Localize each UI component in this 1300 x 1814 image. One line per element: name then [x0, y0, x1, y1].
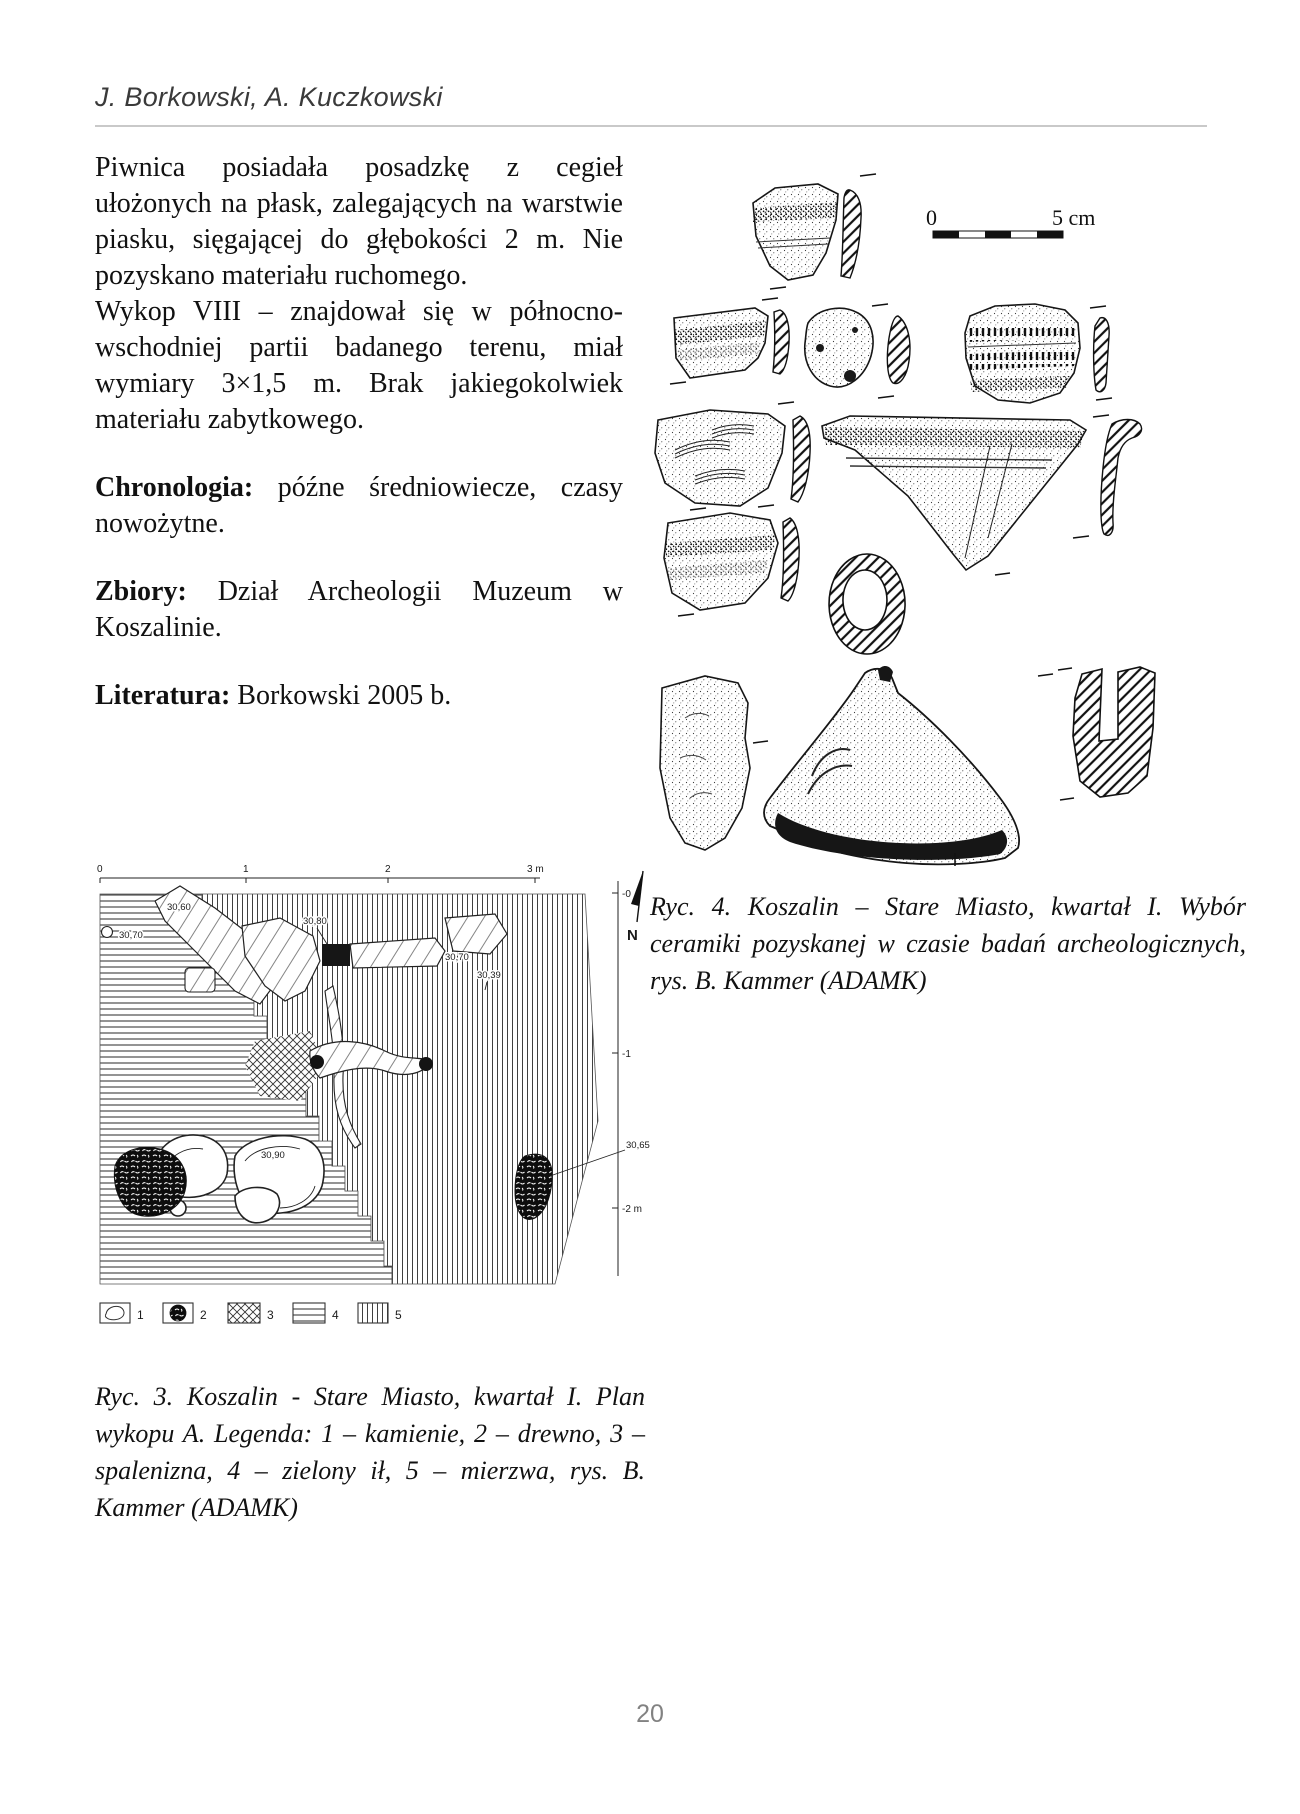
potsherd-profile — [781, 518, 799, 601]
legend-number: 3 — [267, 1308, 274, 1322]
potsherd-profile — [1094, 318, 1110, 392]
potsherd-drawing — [822, 416, 1086, 575]
plan-scale-tick: 1 — [243, 864, 249, 875]
legend-item-green-clay — [293, 1303, 339, 1323]
figure3-caption: Ryc. 3. Koszalin - Stare Miasto, kwartał I. Plan wykopu A. Legenda: 1 – kamienie, 2 – drewno, 3 – spalenizna, 4 – zielony ił, 5 – mierzwa, rys. B. Kammer (ADAMK) — [95, 1382, 645, 1522]
legend-item-stones — [100, 1303, 144, 1323]
potsherd-drawing — [965, 304, 1112, 403]
legend-number: 1 — [137, 1308, 144, 1322]
plan-elevation-label: 30,39 — [477, 970, 501, 981]
running-header-authors: J. Borkowski, A. Kuczkowski — [95, 82, 443, 112]
potsherd-profile — [1058, 667, 1155, 800]
plan-scale-tick: 2 — [385, 864, 391, 875]
plan-top-scale — [97, 864, 544, 883]
potsherd-profile — [887, 316, 910, 384]
depth-tick: -1 — [622, 1049, 631, 1060]
figure4-scale-bar — [926, 205, 1095, 238]
plan-dark-wood-block — [322, 944, 350, 966]
plan-elevation-label: 30,65 — [626, 1140, 650, 1151]
legend-item-burnt-layer — [228, 1303, 274, 1323]
paragraph: Wykop VIII – znajdował się w północno-wschodniej partii badanego terenu, miał wymiary 3×1,5 m. Brak jakiegokolwiek materiału zabytkowego. — [95, 296, 623, 435]
plan-scale-tick: 0 — [97, 864, 103, 875]
legend-number: 5 — [395, 1308, 402, 1322]
section-text: Dział Archeologii Muzeum w Koszalinie. — [95, 576, 623, 643]
plan-legend — [100, 1303, 402, 1323]
scale-five-cm-label: 5 cm — [1052, 205, 1096, 230]
scale-zero-label: 0 — [926, 205, 937, 230]
potsherd-drawing — [764, 666, 1053, 866]
legend-item-wood — [163, 1303, 207, 1323]
plan-elevation-label: 30,70 — [119, 930, 143, 941]
legend-item-manure — [358, 1303, 402, 1323]
figure4-caption: Ryc. 4. Koszalin – Stare Miasto, kwartał I. Wybór ceramiki pozyskanej w czasie badań archeologicznych, rys. B. Kammer (ADAMK) — [650, 892, 1246, 995]
section-text: późne średniowiecze, czasy nowożytne. — [95, 472, 623, 539]
plan-elevation-label: 30,90 — [261, 1150, 285, 1161]
north-arrow-icon — [627, 871, 643, 944]
legend-number: 4 — [332, 1308, 339, 1322]
page-number: 20 — [636, 1700, 664, 1728]
section-chronology — [95, 470, 623, 542]
potsherd-drawing — [660, 676, 768, 850]
plan-elevation-label: 30,80 — [303, 916, 327, 927]
potsherd-profile — [841, 190, 861, 278]
plan-elevation-label: 30,60 — [167, 902, 191, 913]
figure3-excavation-plan — [85, 856, 665, 1326]
potsherd-profile — [773, 310, 789, 374]
section-label: Chronologia: — [95, 472, 254, 503]
section-collections — [95, 574, 623, 646]
depth-tick: -2 m — [622, 1204, 642, 1215]
paragraph: Piwnica posiadała posadzkę z cegieł ułożonych na płask, zalegających na warstwie piasku, sięgającej do głębokości 2 m. Nie pozyskano materiału ruchomego. — [95, 152, 623, 291]
plan-scale-tick: 3 m — [527, 864, 544, 875]
potsherd-drawing — [805, 304, 910, 398]
section-literature — [95, 678, 623, 714]
potsherd-drawing — [753, 174, 876, 289]
potsherd-drawing — [664, 505, 799, 616]
potsherd-profile — [791, 416, 810, 502]
figure4-ceramics-drawing — [650, 158, 1260, 868]
north-label: N — [627, 927, 638, 944]
header-rule — [95, 125, 1207, 127]
section-label: Literatura: — [95, 680, 231, 711]
body-text-column — [95, 150, 623, 714]
potsherd-drawing — [655, 402, 810, 510]
section-text: Borkowski 2005 b. — [230, 680, 452, 711]
section-label: Zbiory: — [95, 576, 187, 607]
legend-number: 2 — [200, 1308, 207, 1322]
plan-elevation-label: 30,70 — [445, 952, 469, 963]
potsherd-drawing — [670, 298, 789, 384]
depth-tick: -0 — [622, 889, 631, 900]
